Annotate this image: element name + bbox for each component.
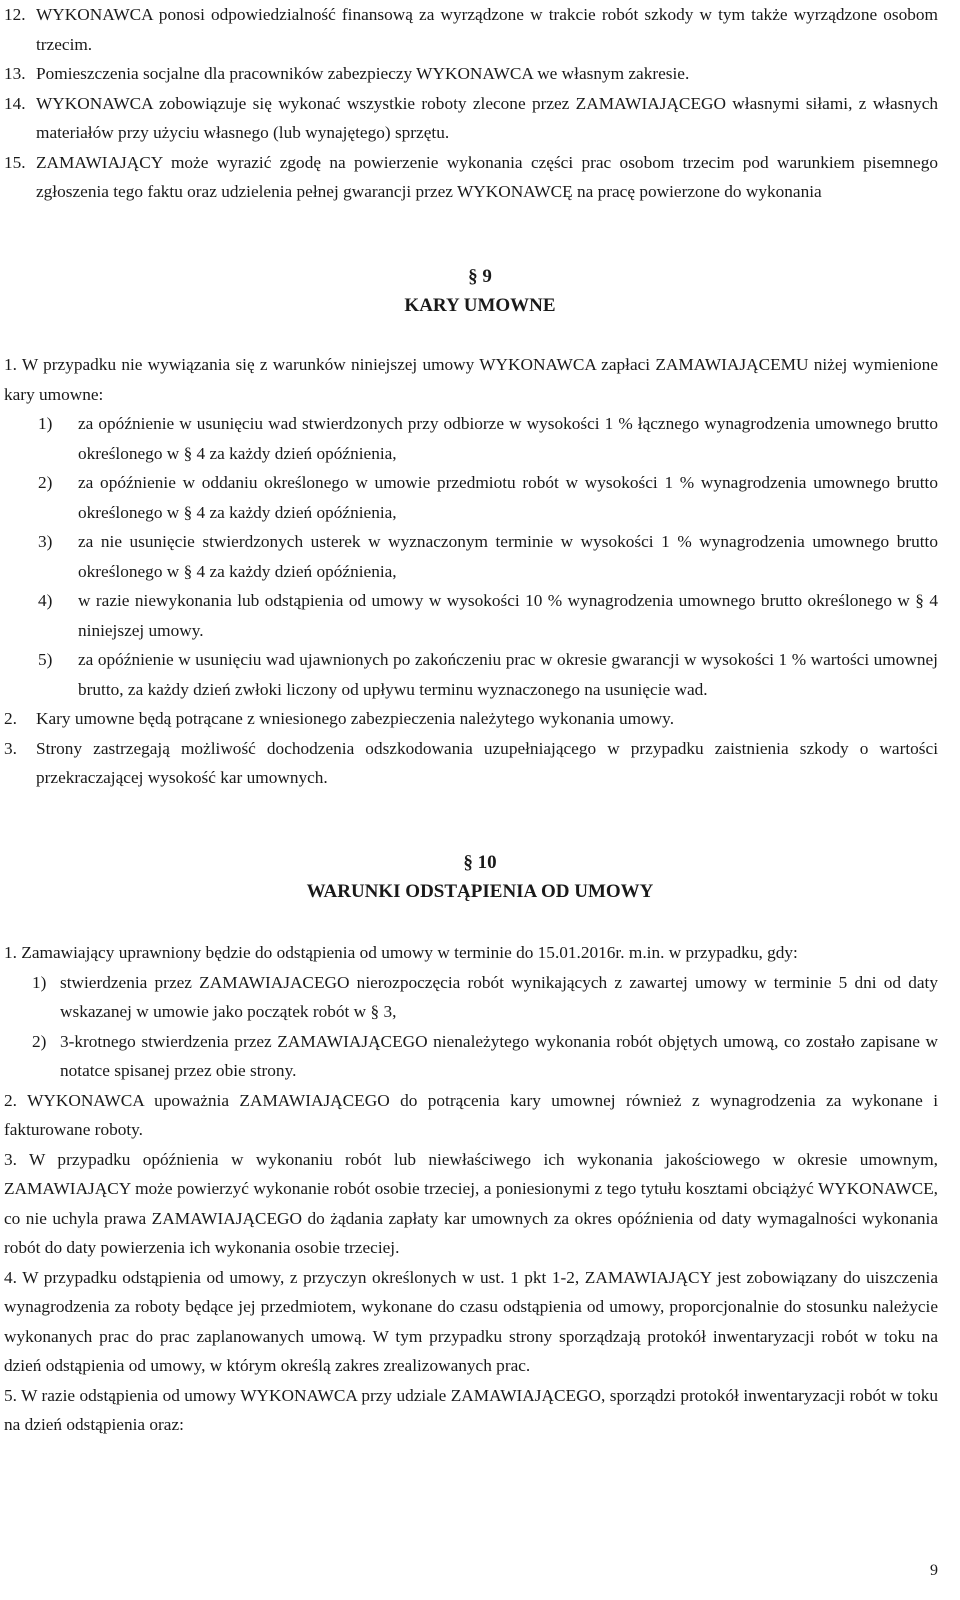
section-9-body — [4, 350, 938, 793]
section-9-title: KARY UMOWNE — [404, 295, 556, 316]
item-number: 2. — [4, 1090, 17, 1110]
section-10-body — [4, 938, 938, 1440]
list-item — [4, 0, 938, 59]
item-number: 3. — [4, 1149, 17, 1169]
page-number: 9 — [930, 1562, 938, 1579]
list-item — [4, 1086, 938, 1145]
item-text: Strony zastrzegają możliwość dochodzenia odszkodowania uzupełniającego w przypadku zaistnienia szkody o wartości przekraczającej wysokość kar umownych. — [36, 738, 938, 787]
subitem-number: 2) — [32, 1031, 47, 1051]
item-text: WYKONAWCA ponosi odpowiedzialność finansową za wyrządzone w trakcie robót szkody w tym także wyrządzone osobom trzecim. — [36, 5, 938, 54]
list-item — [4, 1381, 938, 1440]
subitem-number: 2) — [38, 473, 53, 492]
item-number: 1. — [4, 943, 17, 962]
item-number: 3. — [4, 738, 17, 758]
subitem-text: w razie niewykonania lub odstąpienia od umowy w wysokości 10 % wynagrodzenia umownego brutto określonego w § 4 niniejszej umowy. — [78, 591, 938, 640]
item-number: 12. — [4, 5, 26, 24]
item-text: W przypadku opóźnienia w wykonaniu robót lub niewłaściwego ich wykonania jakościowego w okresie umownym, ZAMAWIAJĄCY może powierzyć wykonanie robót osobie trzeciej, a poniesionymi z tego tytułu kosztami obciążyć WYKONAWCE, co nie uchyla prawa ZAMAWIAJĄCEGO do żądania zapłaty kar umownych za okres opóźnienia od daty wymagalności wykonania robót do daty powierzenia ich wykonania osobie trzeciej. — [4, 1149, 938, 1257]
subitem-text: za opóźnienie w usunięciu wad ujawnionych po zakończeniu prac w okresie gwarancji w wysokości 1 % wartości umownej brutto, za każdy dzień zwłoki liczony od upływu terminu wyznaczonego na usunięcie wad. — [78, 650, 938, 699]
continued-list — [4, 0, 938, 207]
section-9-number — [0, 262, 960, 292]
item-number: 2. — [4, 709, 17, 728]
list-item — [4, 1145, 938, 1263]
subitem-number: 4) — [38, 591, 53, 610]
subitem-text: za nie usunięcie stwierdzonych usterek w wyznaczonym terminie w wysokości 1 % wynagrodzenia umownego brutto określonego w § 4 za każdy dzień opóźnienia, — [78, 532, 938, 581]
subitem-text: za opóźnienie w usunięciu wad stwierdzonych przy odbiorze w wysokości 1 % łącznego wynagrodzenia umownego brutto określonego w § 4 za każdy dzień opóźnienia, — [78, 414, 938, 463]
item-text: WYKONAWCA upoważnia ZAMAWIAJĄCEGO do potrącenia kary umownej również z wynagrodzenia za wykonane i fakturowane roboty. — [4, 1090, 938, 1139]
item-number: 15. — [4, 152, 26, 172]
item-text: ZAMAWIAJĄCY może wyrazić zgodę na powierzenie wykonania części prac osobom trzecim pod warunkiem pisemnego zgłoszenia tego faktu oraz udzielenia pełnej gwarancji przez WYKONAWCĘ na pracę powierzone do wykonania — [36, 152, 938, 201]
list-item — [4, 350, 938, 409]
sub-list-item — [4, 409, 938, 468]
section-10-number — [0, 848, 960, 878]
item-text: WYKONAWCA zobowiązuje się wykonać wszystkie roboty zlecone przez ZAMAWIAJĄCEGO własnymi siłami, z własnych materiałów przy użyciu własnego (lub wynajętego) sprzętu. — [36, 93, 938, 142]
item-number: 14. — [4, 93, 26, 113]
subitem-number: 1) — [38, 414, 53, 433]
section-10-title: WARUNKI ODSTĄPIENIA OD UMOWY — [306, 881, 654, 902]
section-number-text: § 10 — [463, 852, 497, 873]
item-text: W przypadku nie wywiązania się z warunków niniejszej umowy WYKONAWCA zapłaci ZAMAWIAJĄCEMU niżej wymienione kary umowne: — [4, 355, 938, 404]
list-item — [4, 1263, 938, 1381]
list-item — [4, 734, 938, 793]
section-number-text: § 9 — [468, 266, 492, 287]
subitem-text: stwierdzenia przez ZAMAWIAJACEGO nierozpoczęcia robót wynikających z zawartej umowy w terminie 5 dni od daty wskazanej w umowie jako początek robót w § 3, — [60, 972, 938, 1021]
sub-list-item — [4, 1027, 938, 1086]
sub-list-item — [4, 645, 938, 704]
item-number: 4. — [4, 1267, 17, 1287]
item-number: 1. — [4, 355, 17, 374]
list-item — [4, 89, 938, 148]
list-item — [4, 59, 938, 89]
sub-list-item — [4, 527, 938, 586]
sub-list-item — [4, 468, 938, 527]
item-text: Pomieszczenia socjalne dla pracowników zabezpieczy WYKONAWCA we własnym zakresie. — [36, 64, 690, 83]
subitem-number: 1) — [32, 972, 47, 992]
subitem-text: za opóźnienie w oddaniu określonego w umowie przedmiotu robót w wysokości 1 % wynagrodzenia umownego brutto określonego w § 4 za każdy dzień opóźnienia, — [78, 473, 938, 522]
sub-list-item — [4, 968, 938, 1027]
subitem-number: 5) — [38, 650, 53, 669]
list-item — [4, 704, 938, 734]
item-text: Kary umowne będą potrącane z wniesionego zabezpieczenia należytego wykonania umowy. — [36, 709, 675, 728]
list-item — [4, 938, 938, 968]
item-text: W razie odstąpienia od umowy WYKONAWCA przy udziale ZAMAWIAJĄCEGO, sporządzi protokół inwentaryzacji robót w toku na dzień odstąpienia oraz: — [4, 1385, 938, 1434]
subitem-number: 3) — [38, 532, 53, 551]
list-item — [4, 148, 938, 207]
item-number: 5. — [4, 1385, 17, 1405]
item-number: 13. — [4, 64, 26, 83]
sub-list-item — [4, 586, 938, 645]
item-text: W przypadku odstąpienia od umowy, z przyczyn określonych w ust. 1 pkt 1-2, ZAMAWIAJĄCY jest zobowiązany do uiszczenia wynagrodzenia za roboty będące jej przedmiotem, wykonane do czasu odstąpienia od umowy, proporcjonalnie do stosunku należycie wykonanych prac do prac zaplanowanych umową. W tym przypadku strony sporządzają protokół inwentaryzacji robót w toku na dzień odstąpienia od umowy, w którym określą zakres zrealizowanych prac. — [4, 1267, 939, 1375]
item-text: Zamawiający uprawniony będzie do odstąpienia od umowy w terminie do 15.01.2016r. m.in. w przypadku, gdy: — [21, 943, 798, 962]
subitem-text: 3-krotnego stwierdzenia przez ZAMAWIAJĄCEGO nienależytego wykonania robót objętych umową, co zostało zapisane w notatce spisanej przez obie strony. — [60, 1031, 938, 1080]
